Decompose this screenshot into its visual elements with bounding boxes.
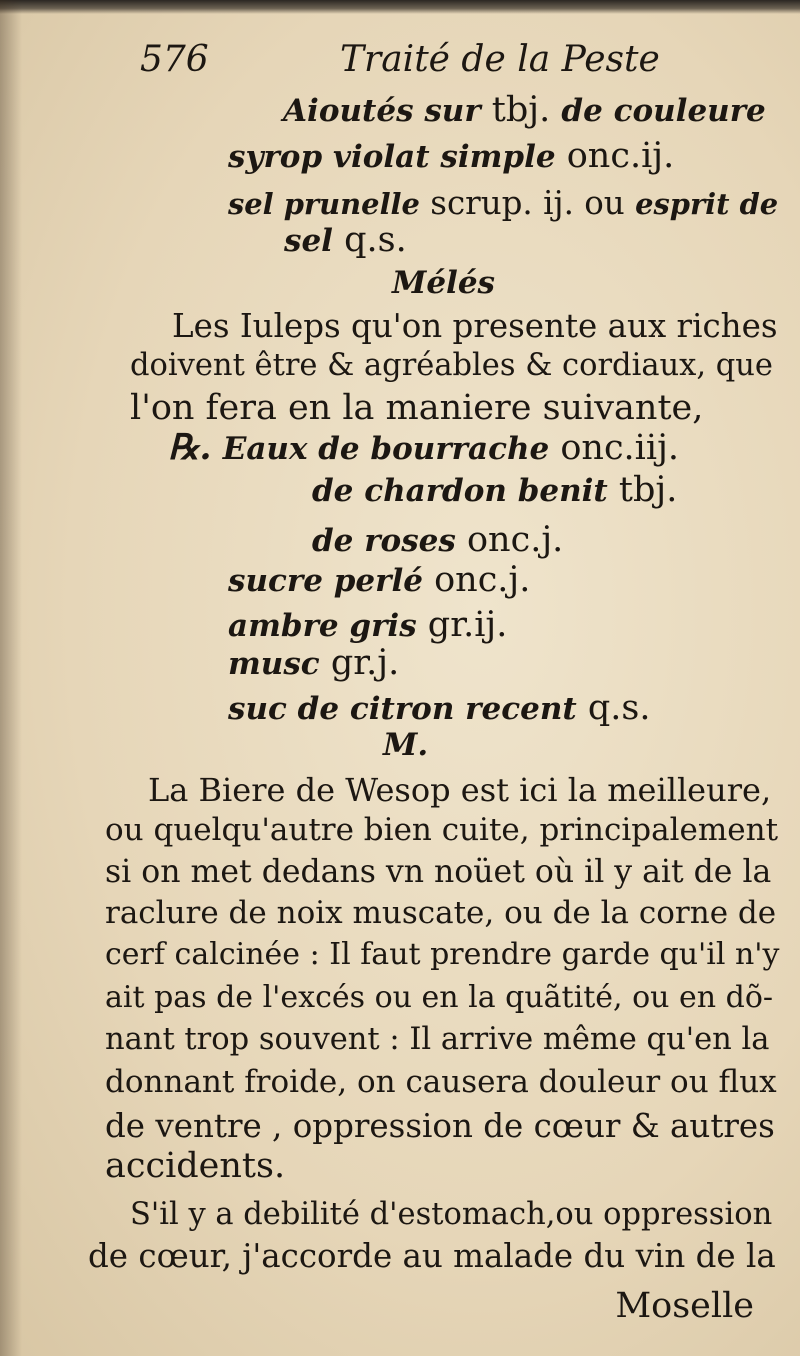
text-line: ait pas de l'excés ou en la quãtité, ou en dõ-: [105, 980, 774, 1015]
text-line: doivent être & agréables & cordiaux, que: [130, 348, 773, 383]
text-line: si on met dedans vn noüet où il y ait de la: [105, 854, 772, 890]
text-line: ou quelqu'autre bien cuite, principalement: [105, 812, 779, 848]
text-line: suc de citron recent q.s.: [228, 688, 651, 728]
text-line: ambre gris gr.ij.: [228, 605, 508, 645]
text-line: donnant froide, on causera douleur ou flux: [105, 1064, 777, 1100]
text-line: accidents.: [105, 1146, 286, 1186]
catchword: Moselle: [615, 1286, 754, 1326]
text-line: Les Iuleps qu'on presente aux riches: [172, 307, 778, 345]
text-line: sel prunelle scrup. ij. ou esprit de: [228, 184, 779, 222]
text-line: S'il y a debilité d'estomach,ou oppression: [130, 1197, 773, 1232]
text-line: nant trop souvent : Il arrive même qu'en la: [105, 1022, 770, 1057]
text-line: Mélés: [392, 265, 495, 301]
text-line: ℞. Eaux de bourrache onc.iij.: [168, 427, 680, 468]
text-line: Aioutés sur tbj. de couleure: [283, 90, 766, 130]
text-line: musc gr.j.: [228, 643, 400, 683]
text-line: de cœur, j'accorde au malade du vin de la: [88, 1237, 776, 1275]
text-line: cerf calcinée : Il faut prendre garde qu'il n'y: [105, 937, 780, 972]
running-title: Traité de la Peste: [340, 39, 660, 80]
page-top-edge: [0, 0, 800, 14]
text-line: de roses onc.j.: [312, 520, 564, 560]
recipe-symbol: ℞.: [168, 427, 212, 468]
page-number: 576: [140, 39, 209, 80]
text-line: raclure de noix muscate, ou de la corne de: [105, 895, 777, 931]
text-line: La Biere de Wesop est ici la meilleure,: [148, 771, 772, 809]
text-line: M.: [383, 727, 429, 763]
text-line: de chardon benit tbj.: [312, 470, 678, 510]
text-line: sucre perlé onc.j.: [228, 560, 531, 600]
text-line: de ventre , oppression de cœur & autres: [105, 1107, 775, 1145]
text-line: syrop violat simple onc.ij.: [228, 136, 675, 176]
text-line: l'on fera en la maniere suivante,: [130, 388, 704, 428]
page-gutter-shadow: [0, 0, 22, 1356]
text-line: sel q.s.: [284, 220, 407, 260]
